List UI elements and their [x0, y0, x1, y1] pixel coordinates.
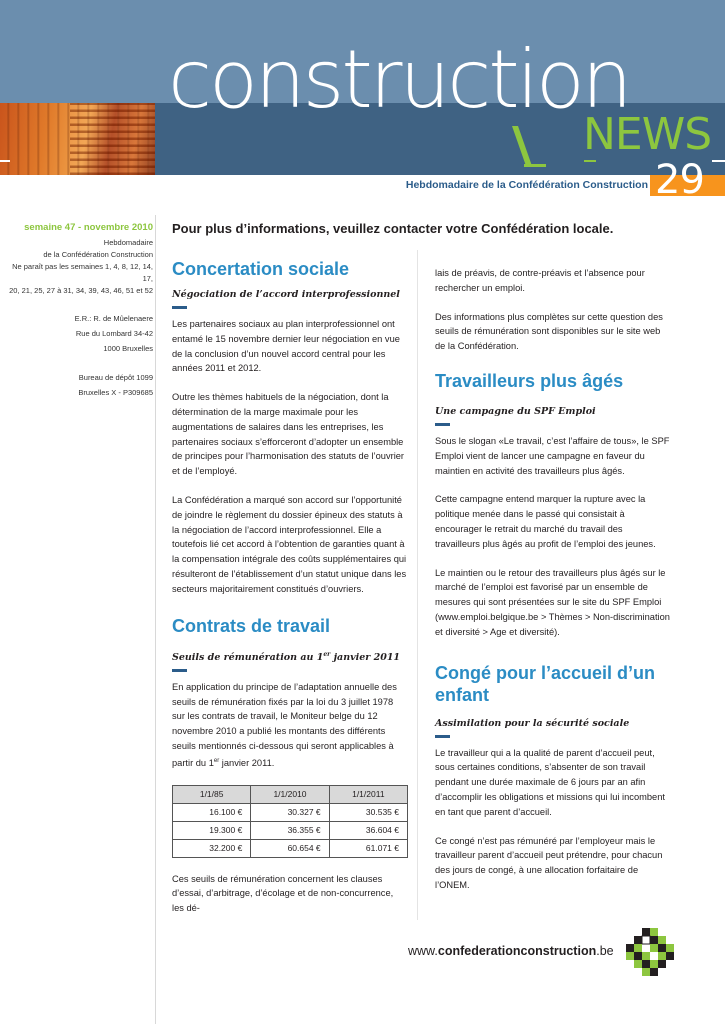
section-heading: Contrats de travail: [172, 615, 331, 636]
paragraph: Les partenaires sociaux au plan interprofessionnel ont entamé le 15 novembre dernier leur négociation en vue de la conclusion d’un nouvel accord central pour les années 2011 et 2012.: [172, 319, 400, 374]
right-column: [435, 266, 670, 907]
table-row: [173, 821, 408, 839]
paragraph: La Confédération a marqué son accord sur l’opportunité de joindre le règlement du dossier épineux des statuts à la négociation de l’accord interprofessionnel. Elle a toutefois lié cet accord à l’obtention de garanties quant à la compensation intégrale des coûts supplémentaires qui résulteront de l’établissement d’un statut unique dans les secteurs majoritairement constitués d’ouvriers.: [172, 494, 407, 594]
subheading: Seuils de rémunération au 1er janvier 2011: [172, 650, 401, 663]
left-column: [172, 258, 407, 930]
masthead-title: construction: [168, 33, 630, 126]
green-slash-icon: [506, 126, 548, 172]
thresholds-table: [172, 785, 408, 858]
paragraph: En application du principe de l’adaptation annuelle des seuils de rémunération fixés par la loi du 3 juillet 1978 sur les contrats de travail, le Moniteur belge du 12 novembre 2010 a publié les montants des différents seuils mentionnés ci-dessous qui seront applicables à partir du 1er janvier 2011.: [172, 681, 397, 768]
editor-line: E.R.: R. de Mûelenaere: [74, 314, 153, 323]
editor-line: Rue du Lombard 34-42: [75, 329, 153, 338]
table-header-cell: 1/1/85: [173, 785, 251, 803]
subheading: Assimilation pour la sécurité sociale: [435, 717, 630, 729]
table-cell: 32.200 €: [173, 839, 251, 857]
table-cell: 36.604 €: [329, 821, 407, 839]
paragraph: Sous le slogan «Le travail, c’est l’affaire de tous», le SPF Emploi vient de lancer une campagne en faveur du maintien en activité des travailleurs plus âgés.: [435, 435, 670, 476]
paragraph: lais de préavis, de contre-préavis et l’absence pour rechercher un emploi.: [435, 268, 645, 293]
table-cell: 16.100 €: [173, 803, 251, 821]
table-header-row: [173, 785, 408, 803]
masthead-subtitle: Hebdomadaire de la Confédération Construction: [405, 179, 648, 191]
paragraph: Ce congé n’est pas rémunéré par l’employeur mais le travailleur parent d’accueil peut prétendre, pour chacun des jours de congé, à une allocation forfaitaire de l’ONEM.: [435, 835, 663, 890]
sidebar-line: 20, 21, 25, 27 à 31, 34, 39, 43, 46, 51 et 52: [9, 286, 153, 295]
deposit-line: Bruxelles X - P309685: [78, 388, 153, 397]
tick-mark: [0, 160, 10, 162]
table-header-cell: 1/1/2010: [251, 785, 329, 803]
sidebar-line: Hebdomadaire: [103, 238, 153, 247]
masthead-news: NEWS: [583, 109, 712, 160]
table-row: [173, 803, 408, 821]
issue-week: semaine 47 - novembre 2010: [24, 222, 153, 233]
heading-rule: [172, 306, 187, 309]
table-cell: 60.654 €: [251, 839, 329, 857]
paragraph: Cette campagne entend marquer la rupture avec la politique menée dans le passé qui consistait à encourager le retrait du marché du travail des travailleurs plus âgés au profit de l’emploi des jeunes.: [435, 494, 656, 549]
section-heading: Travailleurs plus âgés: [435, 370, 624, 391]
column-divider: [417, 250, 418, 920]
sidebar-info: [0, 222, 155, 400]
heading-rule: [172, 669, 187, 672]
tick-mark: [712, 160, 725, 162]
website-link[interactable]: www.confederationconstruction.be: [408, 944, 614, 958]
tick-mark: [584, 160, 596, 162]
issue-number: 29: [655, 157, 704, 203]
paragraph: Le travailleur qui a la qualité de parent d’accueil peut, sous certaines conditions, s’absenter de son travail pendant une durée maximale de 6 jours par an afin d’accomplir les obligations et missions qui lui incombent en tant que parent d’accueil.: [435, 747, 665, 817]
lead-text: Pour plus d’informations, veuillez contacter votre Confédération locale.: [172, 221, 614, 236]
masthead-photo: [0, 103, 155, 175]
confederation-logo-icon: [626, 928, 674, 976]
paragraph: Le maintien ou le retour des travailleurs plus âgés sur le marché de l’emploi est favorisé par un ensemble de mesures qui sont présentées sur le site du SPF Emploi (www.emploi.belgique.be > Thèmes > Non-discrimination et diversité > Age et diversité).: [435, 567, 670, 637]
paragraph: Outre les thèmes habituels de la négociation, dont la détermination de la marge maximale pour les augmentations de salaires dans les entreprises, les partenaires sociaux s’efforceront d’adopter un ensemble de principes pour l’harmonisation des statuts de l’ouvrier et de l’employé.: [172, 392, 405, 477]
table-header-cell: 1/1/2011: [329, 785, 407, 803]
table-cell: 36.355 €: [251, 821, 329, 839]
deposit-line: Bureau de dépôt 1099: [78, 373, 153, 382]
table-cell: 30.327 €: [251, 803, 329, 821]
sidebar-line: de la Confédération Construction: [43, 250, 153, 259]
table-cell: 61.071 €: [329, 839, 407, 857]
table-cell: 30.535 €: [329, 803, 407, 821]
subheading: Négociation de l’accord interprofessionnel: [172, 289, 400, 300]
paragraph: Ces seuils de rémunération concernent les clauses d’essai, d’arbitrage, d’écolage et de non-concurrence, les dé-: [172, 873, 394, 914]
editor-line: 1000 Bruxelles: [103, 344, 153, 353]
table-row: [173, 839, 408, 857]
sidebar-line: Ne paraît pas les semaines 1, 4, 8, 12, 14, 17,: [12, 262, 153, 283]
subheading: Une campagne du SPF Emploi: [435, 405, 596, 417]
section-heading: Congé pour l’accueil d’un enfant: [435, 662, 656, 705]
paragraph: Des informations plus complètes sur cette question des seuils de rémunération sont disponibles sur le site web de la Confédération.: [435, 311, 663, 352]
table-cell: 19.300 €: [173, 821, 251, 839]
section-heading: Concertation sociale: [172, 259, 350, 279]
heading-rule: [435, 423, 450, 426]
heading-rule: [435, 735, 450, 738]
column-divider: [155, 215, 156, 1024]
